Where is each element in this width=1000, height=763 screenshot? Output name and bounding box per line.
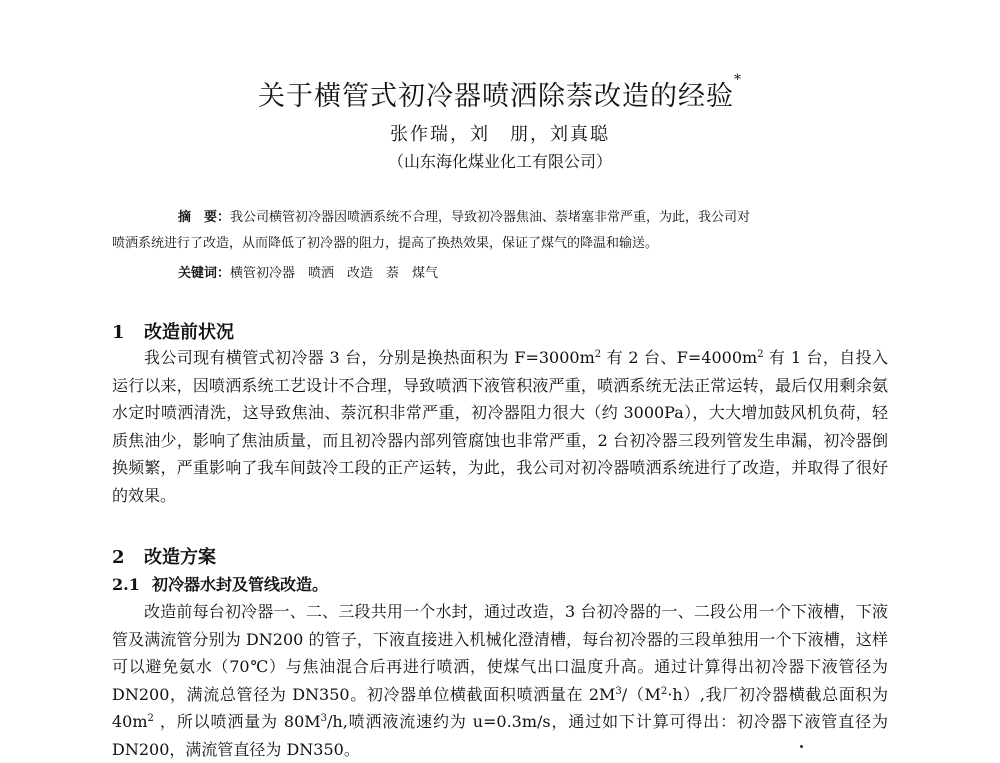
title-footnote-mark: * xyxy=(734,72,742,88)
section-1-heading: 1 改造前状况 xyxy=(112,322,234,343)
keywords-text: 横管初冷器 喷洒 改造 萘 煤气 xyxy=(230,266,439,281)
paper-title: 关于横管式初冷器喷洒除萘改造的经验* xyxy=(258,72,742,112)
affiliation: （山东海化煤业化工有限公司） xyxy=(387,152,612,171)
section-2-1-paragraph: 改造前每台初冷器一、二、三段共用一个水封，通过改造，3 台初冷器的一、二段公用一个下液槽，下液管及满流管分别为 DN200 的管子，下液直接进入机械化澄清槽，每台初冷器的三段单独用一个下液槽，这样可以避免氨水（70℃）与焦油混合后再进行喷洒，使煤气出口温度升高。通过计算得出初冷器下液管径为 DN200，满流总管径为 DN350。初冷器单位横截面积喷洒量在 $2M^3/(M^2\cdot h)$,我厂初冷器横截总面积为 $40m^2$ ，所以喷洒量为 $80M^3/h$,喷洒液流速约为 u=0.3m/s，通过如下计算可得出：初冷器下液管直径为 DN200，满流管直径为 DN350。 xyxy=(112,602,888,759)
speck xyxy=(800,745,803,748)
section-1-paragraph: 我公司现有横管式初冷器 3 台，分别是换热面积为 $F=3000m^2$ 有 2 台、$F=4000m^2$ 有 1 台，自投入运行以来，因喷洒系统工艺设计不合理，导致喷洒下液管积液严重，喷洒系统无法正常运转，最后仅用剩余氨水定时喷洒清洗，这导致焦油、萘沉积非常严重，初冷器阻力很大（约 3000Pa），大大增加鼓风机负荷，轻质焦油少，影响了焦油质量，而且初冷器内部列管腐蚀也非常严重，2 台初冷器三段列管发生串漏，初冷器倒换频繁，严重影响了我车间鼓冷工段的正产运转，为此，我公司对初冷器喷洒系统进行了改造，并取得了很好的效果。 xyxy=(112,348,888,505)
section-2-heading: 2 改造方案 xyxy=(112,547,216,568)
abstract-label: 摘 要： xyxy=(178,210,231,225)
keywords-label: 关键词： xyxy=(178,266,231,281)
abstract-text-1: 我公司横管初冷器因喷洒系统不合理，导致初冷器焦油、萘堵塞非常严重，为此，我公司对 xyxy=(230,210,751,225)
keywords xyxy=(178,262,438,281)
abstract xyxy=(112,205,892,257)
section-2-1-heading: 2.1 初冷器水封及管线改造。 xyxy=(112,575,329,594)
authors: 张作瑞，刘 朋，刘真聪 xyxy=(390,124,610,145)
abstract-text-2: 喷洒系统进行了改造，从而降低了初冷器的阻力，提高了换热效果，保证了煤气的降温和输送。 xyxy=(112,236,659,251)
